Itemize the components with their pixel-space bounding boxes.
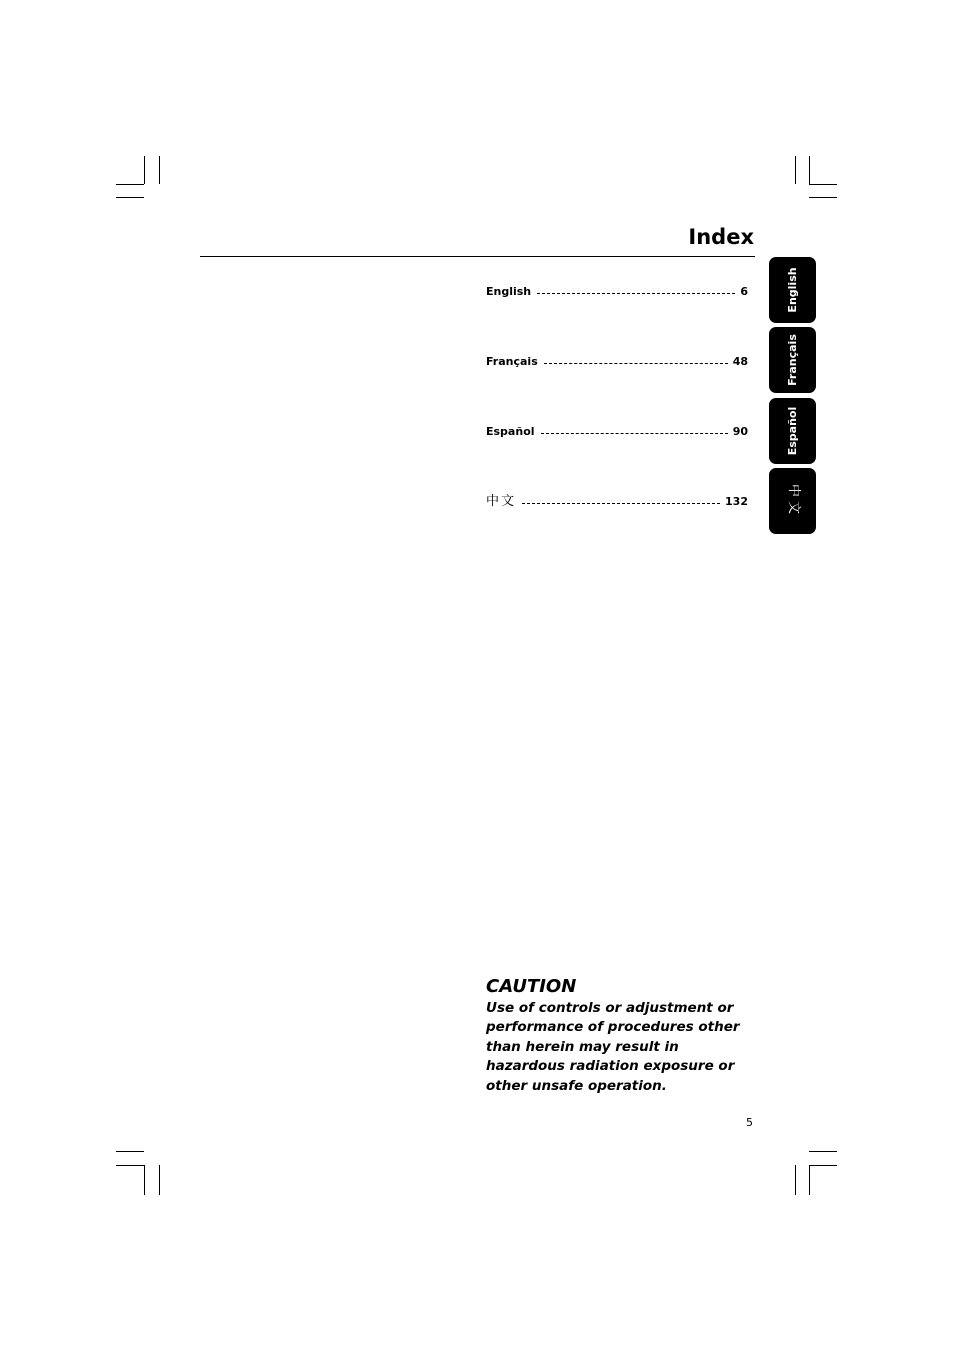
crop-mark bbox=[159, 1165, 160, 1195]
caution-text: Use of controls or adjustment or performance of procedures other than herein may result in hazardous radiation exposure or other unsafe operation. bbox=[486, 1000, 740, 1094]
tab-label: English bbox=[785, 267, 799, 313]
crop-mark bbox=[795, 1165, 796, 1195]
language-tab-english[interactable] bbox=[769, 257, 816, 323]
language-tab-chinese[interactable] bbox=[769, 468, 816, 534]
toc-page-number: 90 bbox=[732, 425, 748, 438]
crop-mark bbox=[809, 184, 837, 185]
language-tab-espanol[interactable] bbox=[769, 398, 816, 464]
toc-page-number: 6 bbox=[740, 285, 748, 298]
toc-page-number: 132 bbox=[725, 495, 748, 508]
toc-leader bbox=[522, 503, 720, 504]
crop-mark bbox=[809, 197, 837, 198]
crop-mark bbox=[809, 1151, 837, 1152]
crop-mark bbox=[809, 156, 810, 184]
crop-mark bbox=[795, 156, 796, 184]
toc-leader bbox=[541, 433, 728, 434]
crop-mark bbox=[116, 197, 144, 198]
toc-leader bbox=[544, 363, 728, 364]
crop-mark bbox=[116, 1165, 144, 1166]
crop-mark bbox=[144, 1165, 145, 1195]
toc-leader bbox=[537, 293, 735, 294]
crop-mark bbox=[159, 156, 160, 184]
language-tab-francais[interactable] bbox=[769, 327, 816, 393]
toc-label: 中文 bbox=[486, 494, 517, 509]
tab-label: Français bbox=[785, 334, 799, 386]
crop-mark bbox=[116, 184, 144, 185]
toc-entry-chinese[interactable] bbox=[486, 494, 748, 510]
page-title: Index bbox=[688, 225, 754, 249]
toc-label: English bbox=[486, 285, 532, 298]
tab-label: Español bbox=[785, 406, 799, 456]
caution-heading: CAUTION bbox=[486, 976, 577, 997]
toc-label: Français bbox=[486, 355, 538, 368]
tab-label: 中文 bbox=[785, 483, 801, 519]
crop-mark bbox=[116, 1151, 144, 1152]
toc-entry-espanol[interactable] bbox=[486, 424, 748, 440]
title-rule bbox=[200, 256, 755, 257]
toc-entry-english[interactable] bbox=[486, 284, 748, 300]
crop-mark bbox=[809, 1165, 837, 1166]
toc-label: Español bbox=[486, 425, 535, 438]
crop-mark bbox=[809, 1165, 810, 1195]
page-number: 5 bbox=[746, 1116, 753, 1129]
crop-mark bbox=[144, 156, 145, 184]
toc-page-number: 48 bbox=[732, 355, 748, 368]
toc-entry-francais[interactable] bbox=[486, 354, 748, 370]
